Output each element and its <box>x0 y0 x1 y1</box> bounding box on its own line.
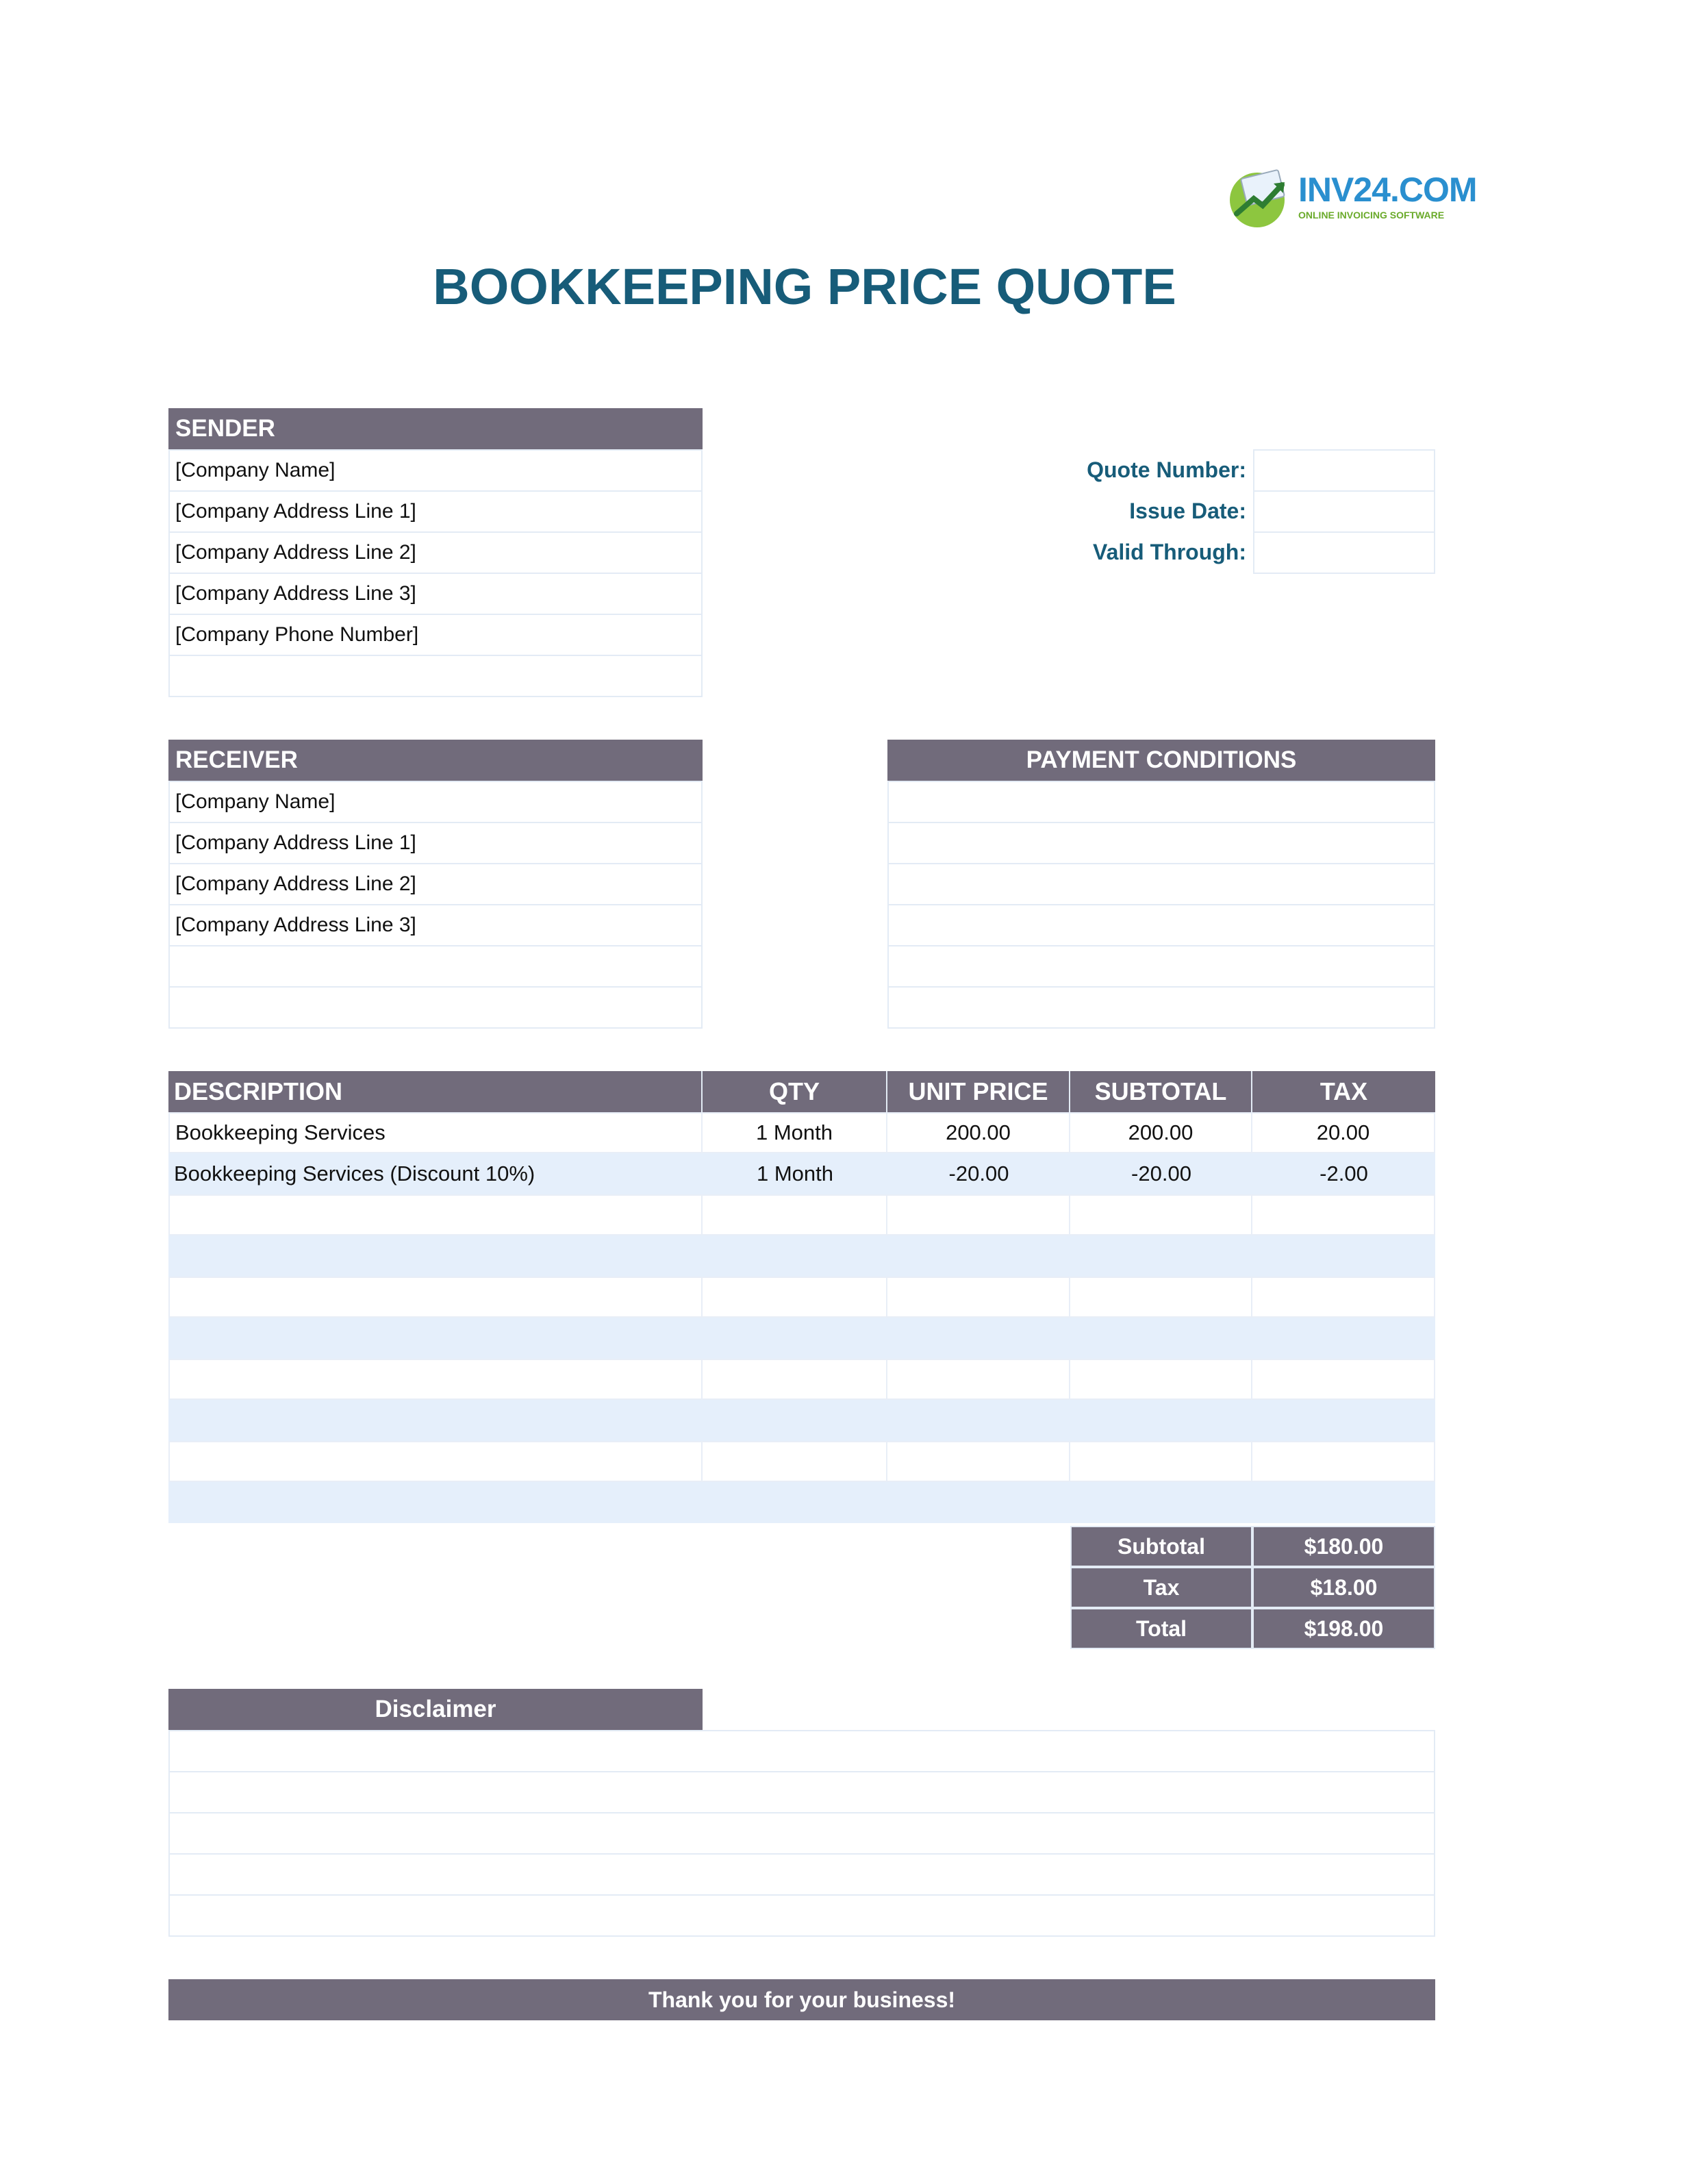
item-subtotal[interactable] <box>1070 1482 1252 1523</box>
issue-date-label: Issue Date: <box>1129 499 1246 523</box>
table-row <box>168 1235 1435 1277</box>
item-qty[interactable] <box>703 1359 887 1400</box>
item-unit-price[interactable] <box>887 1441 1070 1482</box>
receiver-company-name[interactable]: [Company Name] <box>168 781 703 823</box>
column-header-subtotal: SUBTOTAL <box>1070 1071 1252 1112</box>
item-subtotal[interactable] <box>1070 1235 1252 1277</box>
item-subtotal[interactable] <box>1070 1318 1252 1359</box>
item-qty[interactable] <box>703 1400 887 1441</box>
tax-value: $18.00 <box>1252 1567 1435 1608</box>
item-qty[interactable] <box>703 1277 887 1318</box>
table-row <box>168 1318 1435 1359</box>
sender-address-line-3[interactable]: [Company Address Line 3] <box>168 573 703 615</box>
item-tax[interactable]: 20.00 <box>1252 1112 1435 1153</box>
disclaimer-line[interactable] <box>168 1853 1435 1896</box>
item-subtotal[interactable] <box>1070 1400 1252 1441</box>
disclaimer-header: Disclaimer <box>168 1689 703 1730</box>
quote-number-label: Quote Number: <box>1087 457 1246 482</box>
payment-conditions-header: PAYMENT CONDITIONS <box>887 740 1435 781</box>
item-subtotal[interactable] <box>1070 1441 1252 1482</box>
payment-condition-line[interactable] <box>887 822 1435 864</box>
item-description[interactable] <box>168 1318 703 1359</box>
item-description[interactable] <box>168 1441 703 1482</box>
item-qty[interactable] <box>703 1194 887 1235</box>
item-unit-price[interactable] <box>887 1359 1070 1400</box>
disclaimer-line[interactable] <box>168 1771 1435 1813</box>
receiver-block <box>168 740 703 1029</box>
item-tax[interactable] <box>1252 1482 1435 1523</box>
disclaimer-line[interactable] <box>168 1894 1435 1937</box>
item-tax[interactable] <box>1252 1441 1435 1482</box>
logo-emblem-icon <box>1223 164 1294 230</box>
sender-company-name[interactable]: [Company Name] <box>168 449 703 492</box>
payment-conditions-block <box>887 740 1435 1029</box>
item-qty[interactable] <box>703 1482 887 1523</box>
item-qty[interactable]: 1 Month <box>703 1153 887 1194</box>
item-unit-price[interactable]: -20.00 <box>887 1153 1070 1194</box>
table-row <box>168 1194 1435 1235</box>
item-tax[interactable] <box>1252 1194 1435 1235</box>
sender-phone-number[interactable]: [Company Phone Number] <box>168 614 703 656</box>
item-description[interactable] <box>168 1400 703 1441</box>
payment-condition-line[interactable] <box>887 904 1435 946</box>
item-description[interactable]: Bookkeeping Services <box>168 1112 703 1153</box>
table-row <box>168 1482 1435 1523</box>
item-description[interactable] <box>168 1277 703 1318</box>
page-title: BOOKKEEPING PRICE QUOTE <box>433 258 1176 315</box>
item-tax[interactable] <box>1252 1235 1435 1277</box>
subtotal-value: $180.00 <box>1252 1526 1435 1567</box>
payment-condition-line[interactable] <box>887 781 1435 823</box>
totals-block <box>1070 1526 1435 1649</box>
column-header-unit-price: UNIT PRICE <box>887 1071 1070 1112</box>
sender-header: SENDER <box>168 408 703 449</box>
sender-extra-line[interactable] <box>168 655 703 697</box>
item-subtotal[interactable] <box>1070 1194 1252 1235</box>
item-subtotal[interactable]: 200.00 <box>1070 1112 1252 1153</box>
item-unit-price[interactable] <box>887 1235 1070 1277</box>
company-logo <box>1223 164 1477 233</box>
item-description[interactable] <box>168 1359 703 1400</box>
item-subtotal[interactable] <box>1070 1359 1252 1400</box>
line-items-table <box>168 1071 1435 1523</box>
receiver-address-line-2[interactable]: [Company Address Line 2] <box>168 863 703 905</box>
payment-condition-line[interactable] <box>887 986 1435 1029</box>
receiver-extra-line-2[interactable] <box>168 986 703 1029</box>
tax-row <box>1070 1567 1435 1608</box>
logo-tagline: ONLINE INVOICING SOFTWARE <box>1298 210 1445 221</box>
table-header-row <box>168 1071 1435 1112</box>
item-description[interactable]: Bookkeeping Services (Discount 10%) <box>168 1153 703 1194</box>
payment-condition-line[interactable] <box>887 945 1435 988</box>
sender-address-line-2[interactable]: [Company Address Line 2] <box>168 531 703 574</box>
subtotal-label: Subtotal <box>1070 1526 1252 1567</box>
item-unit-price[interactable] <box>887 1277 1070 1318</box>
item-qty[interactable]: 1 Month <box>703 1112 887 1153</box>
table-row <box>168 1400 1435 1441</box>
sender-block <box>168 408 703 697</box>
item-subtotal[interactable] <box>1070 1277 1252 1318</box>
item-tax[interactable] <box>1252 1277 1435 1318</box>
item-description[interactable] <box>168 1235 703 1277</box>
item-tax[interactable] <box>1252 1400 1435 1441</box>
column-header-tax: TAX <box>1252 1071 1435 1112</box>
logo-brand-text: INV24.COM <box>1298 171 1477 209</box>
table-row <box>168 1359 1435 1400</box>
receiver-address-line-3[interactable]: [Company Address Line 3] <box>168 904 703 946</box>
table-row <box>168 1153 1435 1194</box>
item-unit-price[interactable] <box>887 1400 1070 1441</box>
total-value: $198.00 <box>1252 1608 1435 1649</box>
item-subtotal[interactable]: -20.00 <box>1070 1153 1252 1194</box>
valid-through-field[interactable] <box>1253 531 1435 574</box>
table-row <box>168 1112 1435 1153</box>
total-label: Total <box>1070 1608 1252 1649</box>
disclaimer-line[interactable] <box>168 1812 1435 1855</box>
item-qty[interactable] <box>703 1441 887 1482</box>
item-description[interactable] <box>168 1194 703 1235</box>
receiver-address-line-1[interactable]: [Company Address Line 1] <box>168 822 703 864</box>
thank-you-footer: Thank you for your business! <box>168 1979 1435 2020</box>
receiver-extra-line-1[interactable] <box>168 945 703 988</box>
item-tax[interactable] <box>1252 1359 1435 1400</box>
subtotal-row <box>1070 1526 1435 1567</box>
total-row <box>1070 1608 1435 1649</box>
column-header-description: DESCRIPTION <box>168 1071 703 1112</box>
quote-number-field[interactable] <box>1253 449 1435 492</box>
sender-address-line-1[interactable]: [Company Address Line 1] <box>168 490 703 533</box>
item-qty[interactable] <box>703 1318 887 1359</box>
item-tax[interactable]: -2.00 <box>1252 1153 1435 1194</box>
disclaimer-block <box>168 1730 1435 1937</box>
valid-through-label: Valid Through: <box>1093 540 1246 564</box>
item-unit-price[interactable] <box>887 1482 1070 1523</box>
disclaimer-line[interactable] <box>168 1730 1435 1772</box>
issue-date-field[interactable] <box>1253 490 1435 533</box>
item-unit-price[interactable] <box>887 1318 1070 1359</box>
item-qty[interactable] <box>703 1235 887 1277</box>
table-row <box>168 1277 1435 1318</box>
column-header-qty: QTY <box>703 1071 887 1112</box>
item-unit-price[interactable] <box>887 1194 1070 1235</box>
item-tax[interactable] <box>1252 1318 1435 1359</box>
tax-label: Tax <box>1070 1567 1252 1608</box>
payment-condition-line[interactable] <box>887 863 1435 905</box>
receiver-header: RECEIVER <box>168 740 703 781</box>
quote-meta-fields <box>1253 449 1435 574</box>
item-unit-price[interactable]: 200.00 <box>887 1112 1070 1153</box>
item-description[interactable] <box>168 1482 703 1523</box>
table-row <box>168 1441 1435 1482</box>
